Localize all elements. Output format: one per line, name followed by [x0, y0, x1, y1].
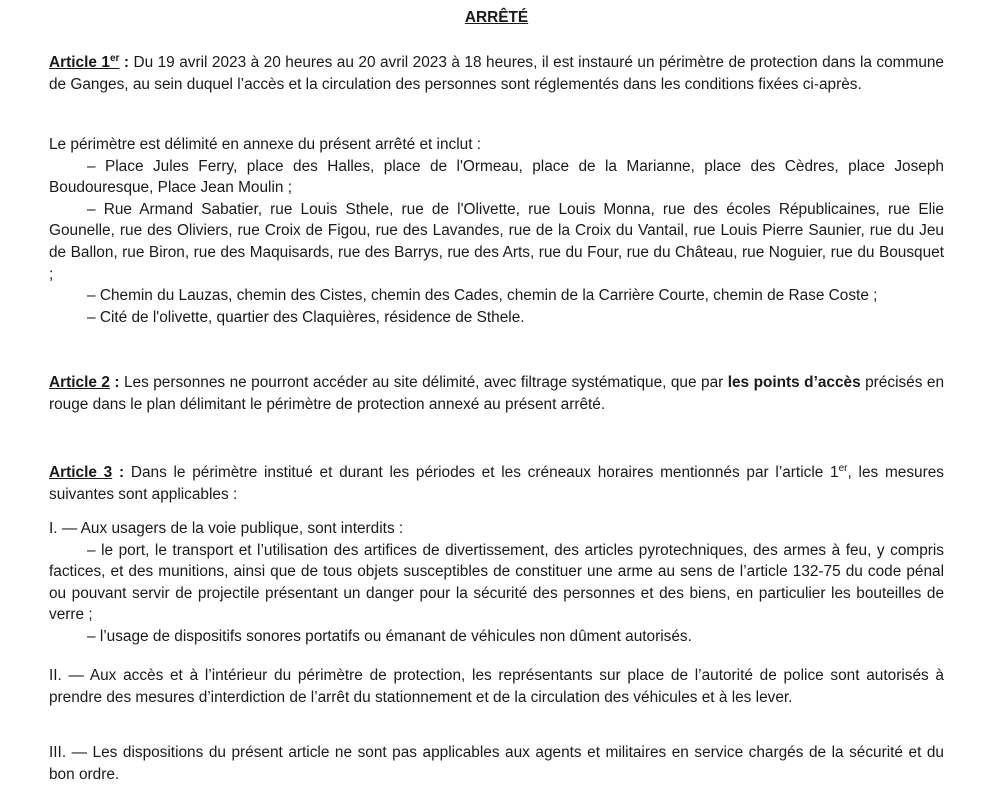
article-3-label: Article 3	[49, 464, 113, 481]
perimeter-item-paths: – Chemin du Lauzas, chemin des Cistes, chemin des Cades, chemin de la Carrière Courte, chemin de Rase Coste ;	[87, 287, 878, 305]
perimeter-item-places: – Place Jules Ferry, place des Halles, place de l'Ormeau, place de la Marianne, place des Cèdres, place Joseph Boudouresque, Place Jean Moulin ;	[49, 157, 944, 197]
section-2-text: II. — Aux accès et à l’intérieur du périmètre de protection, les représentants sur place de l’autorité de police sont autorisés à prendre des mesures d’interdiction de l’arrêt du stationnement et de la circulation des véhicules et à les lever.	[49, 667, 944, 706]
document-title: ARRÊTÉ	[464, 9, 529, 26]
article-2-text-before: Les personnes ne pourront accéder au site délimité, avec filtrage systématique, que par	[119, 374, 728, 391]
article-3-section-1	[49, 518, 944, 648]
article-1	[49, 52, 944, 95]
article-3-colon: :	[112, 464, 125, 481]
article-1-paragraph	[49, 52, 944, 95]
article-1-label: Article 1er	[49, 52, 120, 71]
perimeter-item-districts: – Cité de l'olivette, quartier des Claquières, résidence de Sthele.	[87, 308, 525, 326]
section-1-item-sound-devices: – l’usage de dispositifs sonores portatifs ou émanant de véhicules non dûment autorisés.	[87, 627, 692, 645]
document-page	[49, 0, 945, 783]
article-3-sup: er	[838, 462, 848, 474]
article-1-text: Du 19 avril 2023 à 20 heures au 20 avril 2023 à 18 heures, il est instauré un périmètre de protection dans la commune de Ganges, au sein duquel l’accès et la circulation des personnes sont réglementés dans les conditions fixées ci-après.	[49, 54, 944, 93]
perimeter-list	[49, 134, 944, 328]
section-1-intro: I. — Aux usagers de la voie publique, sont interdits :	[49, 520, 404, 537]
article-2	[49, 372, 944, 415]
article-3-section-3	[49, 742, 944, 785]
section-3-text: III. — Les dispositions du présent article ne sont pas applicables aux agents et militaires en service chargés de la sécurité et du bon ordre.	[49, 744, 944, 783]
perimeter-intro: Le périmètre est délimité en annexe du présent arrêté et inclut :	[49, 136, 482, 153]
article-3-paragraph	[49, 462, 944, 505]
article-2-text-after: précisés en rouge dans le plan délimitant le périmètre de protection annexé au présent arrêté.	[49, 374, 945, 413]
article-3-text-before: Dans le périmètre institué et durant les périodes et les créneaux horaires mentionnés par l’article 1	[124, 464, 839, 481]
article-2-label: Article 2	[49, 374, 110, 391]
article-2-colon: :	[109, 374, 120, 391]
article-3-section-2	[49, 665, 944, 708]
article-2-paragraph	[49, 372, 944, 415]
article-2-access-points: les points d’accès	[727, 374, 861, 391]
perimeter-item-streets: – Rue Armand Sabatier, rue Louis Sthele, rue de l'Olivette, rue Louis Monna, rue des écoles Républicaines, rue Elie Gounelle, rue des Oliviers, rue Croix de Figou, rue des Lavandes, rue de la Croix du Vantail, rue Louis Pierre Saunier, rue du Jeu de Ballon, rue Biron, rue des Maquisards, rue des Barrys, rue des Arts, rue du Four, rue du Château, rue Noguier, rue du Bousquet ;	[49, 200, 944, 283]
article-3-text-after: , les mesures suivantes sont applicables :	[49, 464, 944, 503]
article-3	[49, 462, 944, 505]
article-1-colon: :	[119, 54, 129, 71]
section-1-item-prohibited-objects: – le port, le transport et l’utilisation des artifices de divertissement, des articles pyrotechniques, des armes à feu, y compris factices, et des munitions, ainsi que de tous objets susceptibles de constituer une arme au sens de l’article 132-75 du code pénal ou pouvant servir de projectile présentant un danger pour la sécurité des personnes et des biens, en particulier les bouteilles de verre ;	[49, 541, 944, 624]
